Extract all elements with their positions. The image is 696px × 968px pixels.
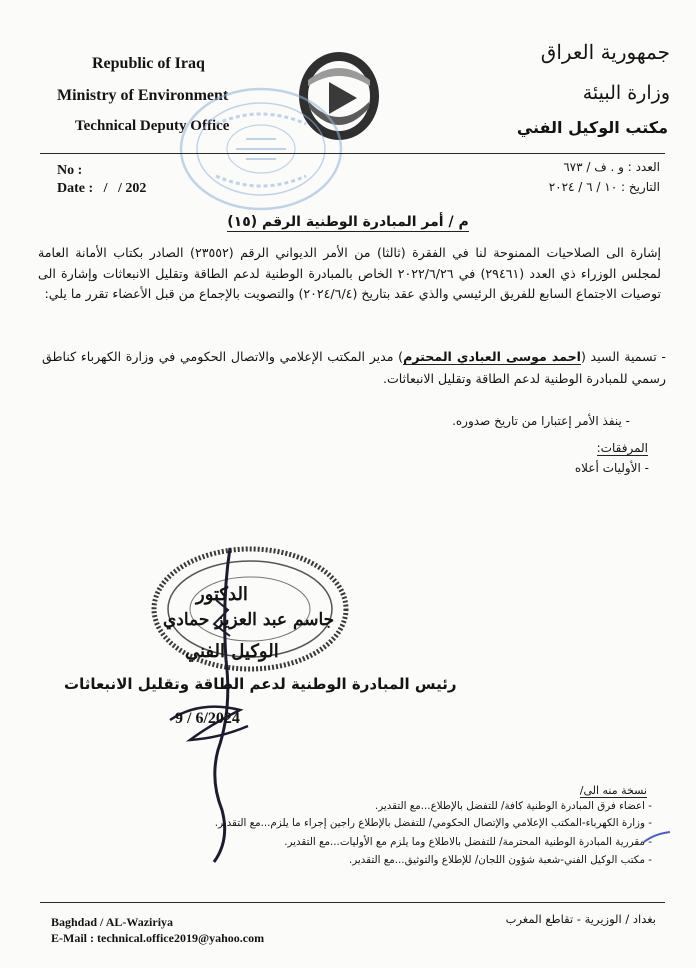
signatory-role: رئيس المبادرة الوطنية لدعم الطاقة وتقليل الانبعاثات bbox=[64, 675, 457, 693]
reference-number-label: No : bbox=[57, 163, 83, 178]
copies-label-text: نسخة منه الى/ bbox=[579, 784, 647, 797]
attachments-item: - الأوليات أعلاه bbox=[574, 461, 649, 475]
copy-recipient-4: - مكتب الوكيل الفني-شعبة شؤون اللجان/ للإطلاع والتوثيق...مع التقدير. bbox=[348, 854, 652, 866]
copy-recipient-3: - مقررية المبادرة الوطنية المحترمة/ للتفضل بالاطلاع وما يلزم مع الأوليات...مع التقدير. bbox=[284, 836, 652, 848]
signatory-name: جاسم عبد العزيز حمادي bbox=[163, 610, 335, 630]
footer-address-arabic: بغداد / الوزيرية - تقاطع المغرب bbox=[505, 912, 656, 926]
header-english-ministry: Ministry of Environment bbox=[57, 87, 229, 104]
appointee-name: احمد موسى العبادي المحترم bbox=[403, 349, 581, 364]
attachments-label-text: المرفقات: bbox=[596, 441, 648, 455]
header-divider bbox=[40, 153, 665, 154]
document-title bbox=[0, 214, 696, 230]
footer-divider bbox=[40, 902, 665, 903]
order-item-2: - ينفذ الأمر إعتبارا من تاريخ صدوره. bbox=[452, 414, 630, 428]
footer-email: E-Mail : technical.office2019@yahoo.com bbox=[51, 931, 265, 945]
arabic-reference-number: العدد : و . ف / ٦٧٣ bbox=[563, 160, 660, 174]
signature-date: 9 / 6/2024 bbox=[175, 710, 240, 727]
body-paragraph: إشارة الى الصلاحيات الممنوحة لنا في الفقرة (ثالثا) من الأمر الديواني الرقم (٢٣٥٥٢) الصادر بكتاب الأمانة العامة لمجلس الوزراء ذي العدد (٢٩٤٦١) في ٢٠٢٢/٦/٢٦ الخاص بالمبادرة الوطنية لدعم الطاقة وتقليل الانبعاثات وإشارة الى توصيات الاجتماع السابع للفريق الرئيسي والذي عقد بتاريخ (٢٠٢٤/٦/٤) والتصويت بالإجماع من قبل الأعضاء تقرر ما يلي: bbox=[38, 245, 662, 301]
order-item-1-prefix: - تسمية السيد ( bbox=[580, 349, 666, 364]
header-english-office: Technical Deputy Office bbox=[75, 118, 230, 134]
official-stamp-icon bbox=[176, 84, 346, 214]
reference-date-label: Date : / / 202 bbox=[57, 181, 147, 196]
attachments-label bbox=[597, 441, 648, 455]
signatory-position: الوكيل الفني bbox=[185, 641, 279, 662]
footer-address-english: Baghdad / AL-Waziriya bbox=[51, 915, 174, 929]
header-english-republic: Republic of Iraq bbox=[92, 55, 205, 72]
signatory-title: الدكتور bbox=[196, 584, 248, 605]
header-arabic-office: مكتب الوكيل الفني bbox=[516, 118, 668, 137]
arabic-reference-date: التاريخ : ١٠ / ٦ / ٢٠٢٤ bbox=[548, 180, 660, 194]
copy-recipient-2: - وزارة الكهرباء-المكتب الإعلامي والإتصال الحكومي/ للتفضل بالإطلاع راجين إجراء ما يلزم...مع التقدير. bbox=[214, 817, 652, 829]
copy-recipient-1: - اعضاء فرق المبادرة الوطنية كافة/ للتفضل بالإطلاع...مع التقدير. bbox=[374, 800, 652, 812]
copies-label bbox=[580, 784, 647, 797]
order-item-1 bbox=[42, 346, 666, 390]
order-item-1-suffix: ) مدير المكتب الإعلامي والاتصال الحكومي في وزارة الكهرباء كناطق رسمي للمبادرة الوطنية لدعم الطاقة وتقليل الانبعاثات. bbox=[42, 349, 666, 386]
header-arabic-ministry: وزارة البيئة bbox=[582, 82, 670, 104]
document-title-text: م / أمر المبادرة الوطنية الرقم (١٥) bbox=[227, 214, 469, 230]
pen-mark-icon bbox=[642, 830, 672, 844]
header-arabic-republic: جمهورية العراق bbox=[540, 40, 670, 64]
